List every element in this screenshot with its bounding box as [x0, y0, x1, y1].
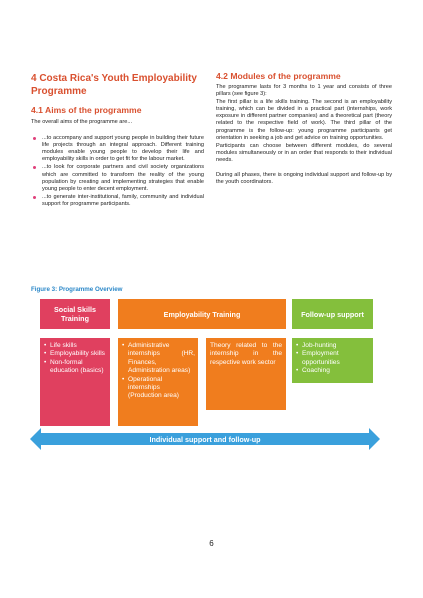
modules-paragraph: The programme lasts for 3 months to 1 year and consists of three pillars (see figure 3):	[216, 84, 392, 98]
list-item: ...to look for corporate partners and civil society organizations which are committed to transform the reality of the young population by creating and implementing strategies that enable young people to enter decent employment.	[31, 164, 204, 192]
list-item: • Employment opportunities	[296, 350, 340, 366]
aims-content	[31, 119, 204, 209]
box-employability-internships	[118, 338, 198, 426]
modules-paragraph: The first pillar is a life skills training. The second is an employability training, which can be divided in a practical part (internships, work exposure in different partner companies) and a theoretical part (theory related to the respective field of work). The third pillar of the programme is the follow-up: young programme participants get orientation in seeking a job and get advice on training opportunities.	[216, 99, 392, 141]
figure-caption: Figure 3: Programme Overview	[31, 286, 123, 293]
list-item: ...to generate inter-institutional, family, community and individual support for programme participants.	[31, 194, 204, 208]
list-item: • Employability skills	[44, 350, 105, 358]
list-item: • Operational internships (Production area)	[122, 375, 179, 400]
box-followup	[292, 338, 373, 383]
bullet-icon	[33, 166, 36, 169]
header-followup: Follow-up support	[292, 299, 373, 329]
subheading-modules: 4.2 Modules of the programme	[216, 71, 341, 81]
aims-intro: The overall aims of the programme are...	[31, 119, 133, 125]
header-employability: Employability Training	[118, 299, 286, 329]
bullet-icon	[33, 196, 36, 199]
modules-paragraph: Participants can choose between different modules, do several modules simultaneously or in an order that responds to their individual needs.	[216, 142, 392, 163]
list-item: • Coaching	[296, 367, 330, 375]
support-arrow-label: Individual support and follow-up	[149, 435, 261, 444]
modules-paragraph: During all phases, there is ongoing individual support and follow-up by the youth coordinators.	[216, 172, 392, 186]
page-number: 6	[209, 539, 214, 548]
header-social-skills: Social Skills Training	[40, 299, 110, 329]
aims-list	[31, 135, 204, 208]
bullet-icon	[33, 137, 36, 140]
box-social-skills	[40, 338, 110, 426]
subheading-aims: 4.1 Aims of the programme	[31, 105, 142, 115]
list-item: • Job-hunting	[296, 342, 337, 349]
list-item: • Administrative internships (HR, Finances, Administration areas)	[122, 342, 195, 375]
list-item: • Non-formal education (basics)	[44, 358, 104, 375]
list-item: ...to accompany and support young people in building their future life projects through an integral approach. Different training modules enable young people to develop their life and employability skills in order to get fit for the labour market.	[31, 135, 204, 163]
box-employability-theory: Theory related to the internship in the respective work sector	[206, 338, 286, 410]
section-heading-4: 4 Costa Rica's Youth Employability Programme	[31, 73, 197, 97]
modules-content	[216, 84, 392, 187]
list-item: • Life skills	[44, 342, 77, 349]
